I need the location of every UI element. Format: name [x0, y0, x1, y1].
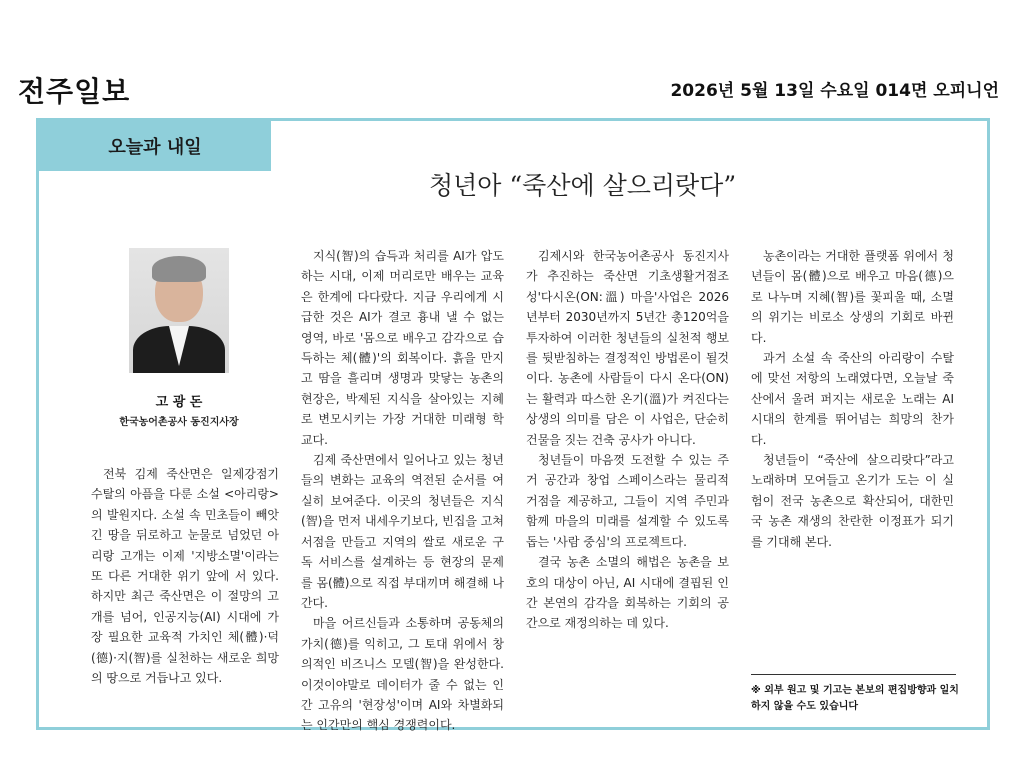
author-title: 한국농어촌공사 동진지사장: [119, 417, 239, 428]
paragraph: 김제 죽산면에서 일어나고 있는 청년들의 변화는 교육의 역전된 순서를 여실히 보여준다. 이곳의 청년들은 지식(智)을 먼저 내세우기보다, 빈집을 고쳐 서점을 만들고 지역의 쌀로 새로운 구독 서비스를 설계하는 등 현장의 문제를 몸(體)으로 직접 부대끼며 해결해 나간다.: [301, 453, 504, 610]
paragraph: 청년들이 마음껏 도전할 수 있는 주거 공간과 창업 스페이스라는 물리적 거점을 제공하고, 그들이 지역 주민과 함께 마을의 미래를 설계할 수 있도록 돕는 '사람 중심'의 프로젝트다.: [526, 453, 729, 549]
paragraph: 청년들이 “죽산에 살으리랏다”라고 노래하며 모여들고 온기가 도는 이 실험이 전국 농촌으로 확산되어, 대한민국 농촌 재생의 찬란한 이정표가 되기를 기대해 본다.: [751, 453, 954, 549]
article-column-4: [751, 246, 954, 552]
paragraph: 마을 어르신들과 소통하며 공동체의 가치(德)를 익히고, 그 토대 위에서 창의적인 비즈니스 모델(智)을 완성한다. 이것이야말로 데이터가 줄 수 없는 인간 고유의 '현장성'이며 AI와 차별화되는 인간만의 핵심 경쟁력이다.: [301, 616, 504, 733]
disclaimer-rule: [751, 674, 956, 675]
author-photo: [129, 248, 229, 373]
paragraph: 과거 소설 속 죽산의 아리랑이 수탈에 맞선 저항의 노래였다면, 오늘날 죽산에서 울려 퍼지는 새로운 노래는 AI 시대의 한계를 뛰어넘는 희망의 찬가다.: [751, 351, 954, 447]
article-column-2: [301, 246, 504, 736]
photo-hair: [152, 256, 206, 282]
article-column-1: [91, 464, 279, 688]
author-name: 고 광 돈: [155, 395, 203, 410]
article-column-3: [526, 246, 729, 634]
paragraph: 지식(智)의 습득과 처리를 AI가 압도하는 시대, 이제 머리로만 배우는 교육은 한계에 다다랐다. 지금 우리에게 시급한 것은 AI가 결코 흉내 낼 수 없는 영역, 바로 '몸으로 배우고 감각으로 습득하는 체(體)'의 회복이다. 흙을 만지고 땀을 흘리며 생명과 맞닿는 농촌의 현장은, 박제된 지식을 살아있는 지혜로 변모시키는 가장 거대한 미래형 학교다.: [301, 249, 504, 447]
paragraph: 김제시와 한국농어촌공사 동진지사가 추진하는 죽산면 기초생활거점조성'다시온(ON:溫) 마을'사업은 2026년부터 2030년까지 5년간 총120억을 투자하여 이러한 청년들의 실천적 행보를 뒷받침하는 결정적인 방법론이 될것이다. 농촌에 사람들이 다시 온다(ON)는 활력과 따스한 온기(溫)가 켜진다는 상생의 의미를 담은 이 사업은, 단순히 건물을 짓는 건축 공사가 아니다.: [526, 249, 729, 447]
headline: 청년아 “죽산에 살으리랏다”: [429, 171, 737, 200]
disclaimer: ※ 외부 원고 및 기고는 본보의 편집방향과 일치하지 않을 수도 있습니다: [751, 685, 959, 712]
paragraph: 결국 농촌 소멸의 해법은 농촌을 보호의 대상이 아닌, AI 시대에 결핍된 인간 본연의 감각을 회복하는 기회의 공간으로 재정의하는 데 있다.: [526, 555, 729, 631]
article-frame: [36, 118, 990, 733]
dateline: 2026년 5월 13일 수요일 014면 오피니언: [670, 81, 999, 101]
paragraph: 농촌이라는 거대한 플랫폼 위에서 청년들이 몸(體)으로 배우고 마음(德)으로 나누며 지혜(智)를 꽃피울 때, 소멸의 위기는 비로소 상생의 기회로 바뀐다.: [751, 249, 954, 345]
paragraph: 전북 김제 죽산면은 일제강점기 수탈의 아픔을 다룬 소설 <아리랑>의 발원지다. 소설 속 민초들이 빼앗긴 땅을 뒤로하고 눈물로 넘었던 아리랑 고개는 이제 '지방소멸'이라는 또 다른 거대한 위기 앞에 서 있다. 하지만 최근 죽산면은 이 절망의 고개를 넘어, 인공지능(AI) 시대에 가장 필요한 교육적 가치인 체(體)·덕(德)·지(智)를 실천하는 새로운 희망의 땅으로 거듭나고 있다.: [91, 467, 279, 686]
masthead: 전주일보: [18, 75, 131, 108]
section-tab: 오늘과 내일: [39, 121, 271, 171]
